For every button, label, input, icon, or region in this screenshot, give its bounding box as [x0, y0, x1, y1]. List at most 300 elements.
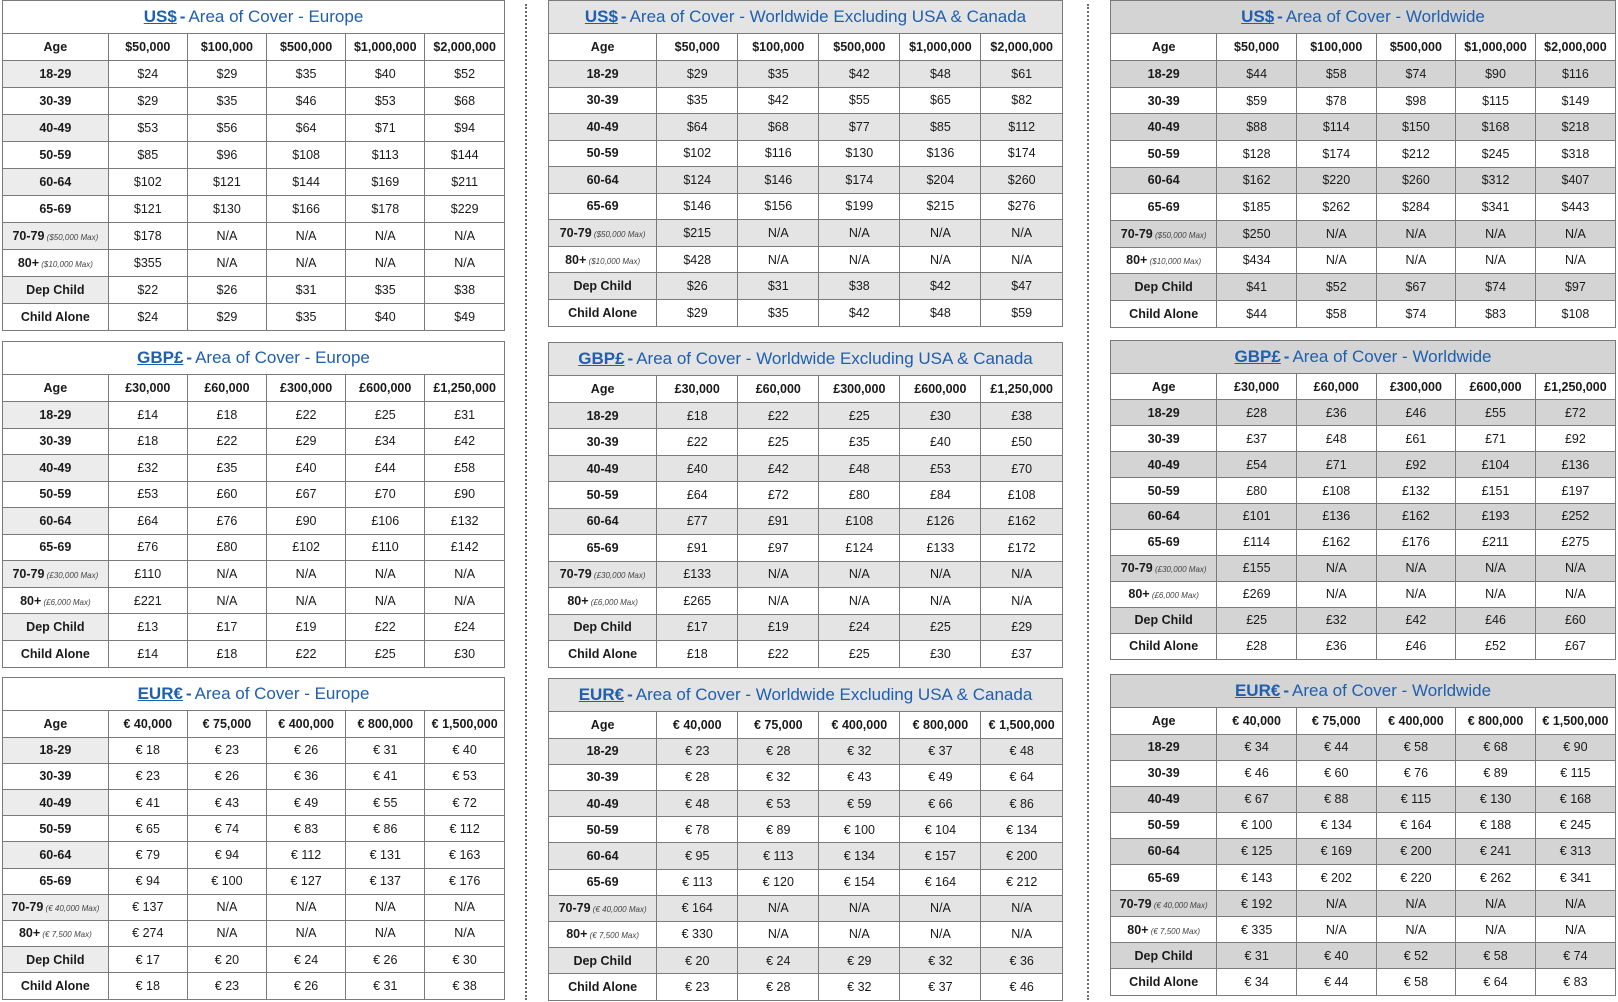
premium-cell: € 26 [267, 737, 346, 763]
age-band [1111, 141, 1217, 168]
premium-cell: € 30 [425, 947, 504, 973]
premium-cell: £18 [187, 640, 266, 667]
premium-cell: $312 [1456, 167, 1536, 194]
premium-cell: € 137 [346, 868, 425, 894]
age-band [1111, 969, 1217, 995]
age-band [549, 895, 657, 921]
premium-cell: € 29 [819, 948, 900, 974]
premium-cell: £37 [1011, 647, 1033, 661]
age-band [549, 921, 657, 947]
premium-cell: N/A [187, 561, 266, 588]
currency-label: EUR€ [137, 684, 183, 703]
table-row [3, 428, 504, 455]
premium-cell: $114 [1296, 114, 1376, 141]
table-row [549, 764, 1062, 790]
premium-cell: $67 [1376, 274, 1456, 301]
age-band-label: 70-79 [12, 566, 45, 581]
title-separator: - [179, 7, 186, 26]
age-band-label: 70-79 [11, 900, 44, 915]
premium-cell: € 40 [1296, 943, 1376, 969]
table-row [3, 614, 504, 641]
premium-cell: € 169 [1296, 838, 1376, 864]
premium-cell: £151 [1456, 478, 1536, 504]
table-row [549, 614, 1062, 640]
premium-cell: N/A [267, 587, 346, 614]
premium-cell: £90 [425, 481, 504, 508]
age-band-label: 60-64 [586, 172, 619, 187]
premium-cell: £92 [1376, 452, 1456, 478]
premium-cell: € 55 [346, 790, 425, 816]
premium-cell: € 67 [1217, 786, 1297, 812]
premium-cell: $90 [1456, 61, 1536, 88]
premium-cell: £80 [819, 482, 900, 508]
premium-cell: $276 [981, 193, 1062, 220]
age-band-label: 65-69 [586, 875, 619, 890]
cover-limit-header: $100,000 [1296, 34, 1376, 61]
cover-limit-header: £600,000 [346, 375, 425, 402]
premium-cell: $44 [1217, 61, 1297, 88]
premium-cell: € 154 [819, 869, 900, 895]
age-band-label: 18-29 [1147, 740, 1180, 755]
premium-cell: $35 [738, 299, 819, 326]
premium-cell: $162 [1217, 167, 1297, 194]
age-band-label: 30-39 [586, 93, 619, 108]
rate-table-usd [548, 0, 1063, 327]
premium-cell: N/A [900, 246, 981, 273]
premium-cell: $42 [738, 87, 819, 114]
premium-cell: $443 [1535, 194, 1615, 221]
premium-cell: £17 [187, 614, 266, 641]
age-band [549, 140, 657, 167]
age-band [3, 920, 108, 946]
premium-cell: $64 [267, 115, 346, 142]
premium-cell: £42 [738, 455, 819, 481]
age-band [3, 195, 108, 222]
age-band-label: 70-79 [1119, 896, 1152, 911]
max-cover-note: (£6,000 Max) [1149, 591, 1199, 601]
age-band-label: Dep Child [573, 953, 632, 968]
age-band [3, 614, 108, 641]
premium-cell: € 188 [1456, 812, 1536, 838]
premium-cell: € 20 [657, 948, 738, 974]
premium-cell: £25 [1217, 607, 1297, 633]
premium-cell: $144 [425, 142, 504, 169]
premium-cell: £162 [1376, 504, 1456, 530]
age-band-label: 65-69 [1147, 870, 1180, 885]
rate-table-eur [2, 677, 505, 1000]
age-band-label: 80+ [18, 926, 41, 941]
age-band-label: 18-29 [1147, 405, 1180, 420]
currency-label: US$ [143, 7, 177, 26]
premium-cell: £14 [108, 402, 187, 429]
title-separator: - [627, 349, 634, 368]
age-band-label: 60-64 [39, 174, 72, 189]
premium-cell: $166 [267, 195, 346, 222]
premium-cell: £76 [108, 534, 187, 561]
cover-limit-header: € 400,000 [267, 711, 346, 737]
age-band [3, 402, 108, 429]
premium-cell: £18 [657, 402, 738, 428]
premium-cell: £29 [981, 614, 1062, 640]
table-row [1111, 452, 1615, 478]
premium-cell: N/A [1456, 891, 1536, 917]
cover-limit-header: € 75,000 [187, 711, 266, 737]
premium-cell: € 32 [819, 974, 900, 1000]
premium-cell: £22 [738, 402, 819, 428]
premium-cell: N/A [819, 246, 900, 273]
table-row [1111, 969, 1615, 995]
cover-limit-header: $50,000 [1217, 34, 1297, 61]
premium-cell: £108 [819, 508, 900, 534]
premium-cell: £132 [425, 508, 504, 535]
premium-cell: N/A [267, 894, 346, 920]
premium-cell: € 52 [1376, 943, 1456, 969]
cover-limit-header: £60,000 [187, 375, 266, 402]
premium-cell: $116 [1535, 61, 1615, 88]
premium-cell: $22 [108, 276, 187, 303]
premium-cell: € 26 [187, 763, 266, 789]
premium-cell: £22 [738, 641, 819, 667]
currency-label: GBP£ [137, 348, 184, 367]
currency-label: GBP£ [578, 349, 625, 368]
premium-cell: € 44 [1296, 969, 1376, 995]
table-row [1111, 943, 1615, 969]
premium-cell: N/A [981, 561, 1062, 587]
premium-cell: € 32 [738, 764, 819, 790]
premium-cell: € 220 [1376, 864, 1456, 890]
table-title [1111, 675, 1615, 708]
premium-cell: $31 [738, 273, 819, 300]
premium-cell: € 143 [1217, 864, 1297, 890]
age-band [549, 220, 657, 247]
premium-cell: £91 [657, 535, 738, 561]
premium-cell: $38 [425, 276, 504, 303]
age-band [3, 455, 108, 482]
age-band [3, 88, 108, 115]
cover-limit-header: € 40,000 [657, 712, 738, 738]
premium-cell: £22 [657, 429, 738, 455]
premium-cell: $40 [346, 303, 425, 330]
premium-cell: £46 [1456, 607, 1536, 633]
premium-cell: £35 [187, 455, 266, 482]
age-header: Age [549, 34, 657, 61]
title-separator: - [186, 348, 193, 367]
premium-cell: £48 [1296, 426, 1376, 452]
age-band [549, 455, 657, 481]
age-band-label: 65-69 [1147, 535, 1180, 550]
cover-limit-header: $1,000,000 [900, 34, 981, 61]
premium-cell: € 78 [657, 817, 738, 843]
age-band [3, 842, 108, 868]
table-row [1111, 61, 1615, 88]
premium-cell: £114 [1217, 529, 1297, 555]
age-header: Age [1111, 374, 1217, 400]
age-band-label: 40-49 [1147, 120, 1180, 135]
premium-cell: $146 [738, 167, 819, 194]
age-band [3, 737, 108, 763]
age-band [1111, 529, 1217, 555]
premium-cell: $128 [1217, 141, 1297, 168]
age-band-label: Child Alone [1129, 975, 1199, 990]
premium-cell: N/A [425, 222, 504, 249]
cover-limit-header: £300,000 [1376, 374, 1456, 400]
cover-limit-header: € 400,000 [1376, 708, 1456, 734]
age-band-label: 80+ [566, 927, 588, 942]
age-band [1111, 220, 1217, 247]
age-band [1111, 607, 1217, 633]
premium-cell: N/A [819, 921, 900, 947]
premium-cell: £28 [1217, 400, 1297, 426]
age-band-label: Dep Child [26, 952, 85, 967]
premium-cell: $168 [1456, 114, 1536, 141]
premium-cell: £30 [454, 646, 476, 661]
premium-cell: N/A [819, 588, 900, 614]
table-row [3, 561, 504, 588]
table-row [549, 140, 1062, 167]
premium-cell: £13 [108, 614, 187, 641]
premium-cell: € 245 [1535, 812, 1615, 838]
age-band [1111, 167, 1217, 194]
premium-cell: $318 [1535, 141, 1615, 168]
premium-cell: $31 [267, 276, 346, 303]
table-row [3, 737, 504, 763]
premium-cell: $82 [981, 87, 1062, 114]
age-band [549, 974, 657, 1000]
age-band-label: 60-64 [39, 847, 72, 862]
max-cover-note: (£30,000 Max) [44, 570, 99, 580]
premium-cell: N/A [738, 895, 819, 921]
age-band-label: Child Alone [1129, 639, 1199, 654]
premium-cell: N/A [1456, 555, 1536, 581]
premium-cell: € 48 [981, 738, 1062, 764]
table-row [3, 947, 504, 973]
age-band-label: 18-29 [586, 66, 619, 81]
premium-cell: £54 [1217, 452, 1297, 478]
premium-cell: £67 [1564, 639, 1586, 654]
premium-cell: N/A [425, 920, 504, 946]
premium-cell: N/A [738, 246, 819, 273]
age-band-label: 70-79 [1120, 226, 1153, 241]
premium-cell: £46 [1376, 400, 1456, 426]
age-band-label: 40-49 [586, 796, 619, 811]
cover-limit-header: £300,000 [267, 375, 346, 402]
cover-limit-header: $1,000,000 [1456, 34, 1536, 61]
premium-cell: £193 [1456, 504, 1536, 530]
age-band [549, 246, 657, 273]
table-title [549, 343, 1062, 376]
premium-cell: $47 [981, 273, 1062, 300]
premium-cell: € 53 [738, 791, 819, 817]
table-row [1111, 734, 1615, 760]
rate-grid [1111, 34, 1615, 327]
premium-cell: € 200 [1376, 838, 1456, 864]
age-band-label: 60-64 [586, 514, 619, 529]
premium-cell: $74 [1376, 300, 1456, 327]
premium-cell: $26 [187, 276, 266, 303]
table-row [1111, 917, 1615, 943]
premium-cell: $262 [1296, 194, 1376, 221]
premium-cell: N/A [1535, 581, 1615, 607]
table-row [3, 142, 504, 169]
premium-cell: $146 [657, 193, 738, 220]
premium-cell: € 49 [267, 790, 346, 816]
age-band-label: 18-29 [39, 407, 72, 422]
premium-cell: € 157 [900, 843, 981, 869]
premium-cell: € 134 [981, 817, 1062, 843]
premium-cell: N/A [1296, 220, 1376, 247]
premium-cell: N/A [1535, 220, 1615, 247]
premium-cell: N/A [1376, 220, 1456, 247]
currency-label: US$ [584, 7, 618, 26]
premium-cell: N/A [981, 921, 1062, 947]
premium-cell: € 79 [108, 842, 187, 868]
premium-cell: € 17 [108, 947, 187, 973]
age-band [3, 640, 108, 667]
cover-limit-header: € 75,000 [738, 712, 819, 738]
premium-cell: N/A [346, 587, 425, 614]
age-band-label: 60-64 [586, 848, 619, 863]
premium-cell: € 241 [1456, 838, 1536, 864]
premium-cell: £25 [819, 402, 900, 428]
table-row [3, 790, 504, 816]
premium-cell: N/A [267, 222, 346, 249]
cover-limit-header: £60,000 [1296, 374, 1376, 400]
premium-cell: £46 [1376, 633, 1456, 659]
title-separator: - [1277, 7, 1283, 26]
cover-limit-header: € 75,000 [1296, 708, 1376, 734]
premium-cell: N/A [1456, 247, 1536, 274]
table-row [3, 195, 504, 222]
premium-cell: N/A [187, 894, 266, 920]
premium-cell: $113 [346, 142, 425, 169]
premium-cell: £77 [657, 508, 738, 534]
premium-cell: € 53 [425, 763, 504, 789]
age-band [1111, 581, 1217, 607]
premium-cell: N/A [346, 894, 425, 920]
premium-cell: $74 [1456, 274, 1536, 301]
premium-cell: € 120 [738, 869, 819, 895]
column-divider [1087, 4, 1089, 1000]
rate-grid [1111, 374, 1615, 659]
table-title [1111, 1, 1615, 34]
title-separator: - [627, 685, 633, 704]
premium-cell: € 60 [1296, 760, 1376, 786]
premium-cell: € 20 [187, 947, 266, 973]
cover-limit-header: $2,000,000 [1535, 34, 1615, 61]
rate-grid [3, 375, 504, 667]
age-band [3, 115, 108, 142]
cover-limit-header: £300,000 [819, 376, 900, 402]
premium-cell: £50 [981, 429, 1062, 455]
premium-cell: € 86 [346, 816, 425, 842]
premium-cell: £42 [1376, 607, 1456, 633]
table-row [549, 220, 1062, 247]
premium-cell: N/A [900, 220, 981, 247]
age-band-label: 30-39 [586, 770, 619, 785]
premium-cell: € 58 [1376, 969, 1456, 995]
premium-cell: $115 [1456, 87, 1536, 114]
area-of-cover-label: Area of Cover - Worldwide Excluding USA & Canada [635, 685, 1033, 704]
age-band-label: Child Alone [20, 646, 90, 661]
age-band-label: 18-29 [1147, 66, 1180, 81]
premium-cell: $144 [267, 169, 346, 196]
premium-cell: £80 [187, 534, 266, 561]
age-band-label: 65-69 [39, 201, 72, 216]
premium-cell: $130 [187, 195, 266, 222]
premium-cell: $42 [819, 299, 900, 326]
age-band [1111, 633, 1217, 659]
header-row [549, 34, 1062, 61]
premium-cell: N/A [267, 561, 346, 588]
premium-cell: € 89 [738, 817, 819, 843]
premium-cell: £18 [108, 428, 187, 455]
table-row [3, 276, 504, 303]
premium-cell: £124 [819, 535, 900, 561]
premium-cell: € 38 [452, 979, 477, 994]
premium-cell: $136 [900, 140, 981, 167]
cover-limit-header: € 1,500,000 [1535, 708, 1615, 734]
currency-label: EUR€ [578, 685, 625, 704]
table-title [1111, 341, 1615, 374]
premium-cell: N/A [738, 561, 819, 587]
premium-cell: € 202 [1296, 864, 1376, 890]
age-band [549, 429, 657, 455]
premium-cell: £19 [738, 614, 819, 640]
age-header: Age [3, 34, 108, 61]
age-band-label: 30-39 [1147, 93, 1180, 108]
table-row [3, 868, 504, 894]
premium-cell: € 28 [738, 974, 819, 1000]
premium-cell: € 192 [1217, 891, 1297, 917]
premium-cell: € 74 [1535, 943, 1615, 969]
age-band [3, 249, 108, 276]
premium-cell: $204 [900, 167, 981, 194]
table-row [549, 561, 1062, 587]
age-band-label: 70-79 [559, 567, 592, 582]
age-band-label: 18-29 [586, 408, 619, 423]
premium-cell: £37 [1217, 426, 1297, 452]
premium-cell: N/A [346, 222, 425, 249]
header-row [3, 34, 504, 61]
table-row [549, 921, 1062, 947]
premium-cell: € 134 [1296, 812, 1376, 838]
table-row [1111, 581, 1615, 607]
currency-label: EUR€ [1234, 681, 1281, 700]
premium-cell: £162 [981, 508, 1062, 534]
age-band-label: 50-59 [1147, 483, 1180, 498]
premium-cell: £40 [657, 455, 738, 481]
premium-cell: £71 [1456, 426, 1536, 452]
premium-cell: € 83 [267, 816, 346, 842]
premium-cell: € 95 [657, 843, 738, 869]
column-divider [525, 4, 527, 1000]
age-band [1111, 864, 1217, 890]
age-band [549, 843, 657, 869]
table-row [3, 763, 504, 789]
premium-cell: € 127 [267, 868, 346, 894]
premium-cell: £25 [346, 640, 425, 667]
currency-label: US$ [1241, 7, 1275, 26]
table-row [549, 738, 1062, 764]
premium-cell: $29 [187, 61, 266, 88]
age-band [1111, 734, 1217, 760]
age-band [3, 428, 108, 455]
premium-cell: £17 [657, 614, 738, 640]
premium-cell: € 36 [981, 948, 1062, 974]
premium-cell: € 46 [1217, 760, 1297, 786]
premium-cell: $102 [657, 140, 738, 167]
age-band-label: 18-29 [39, 743, 72, 758]
